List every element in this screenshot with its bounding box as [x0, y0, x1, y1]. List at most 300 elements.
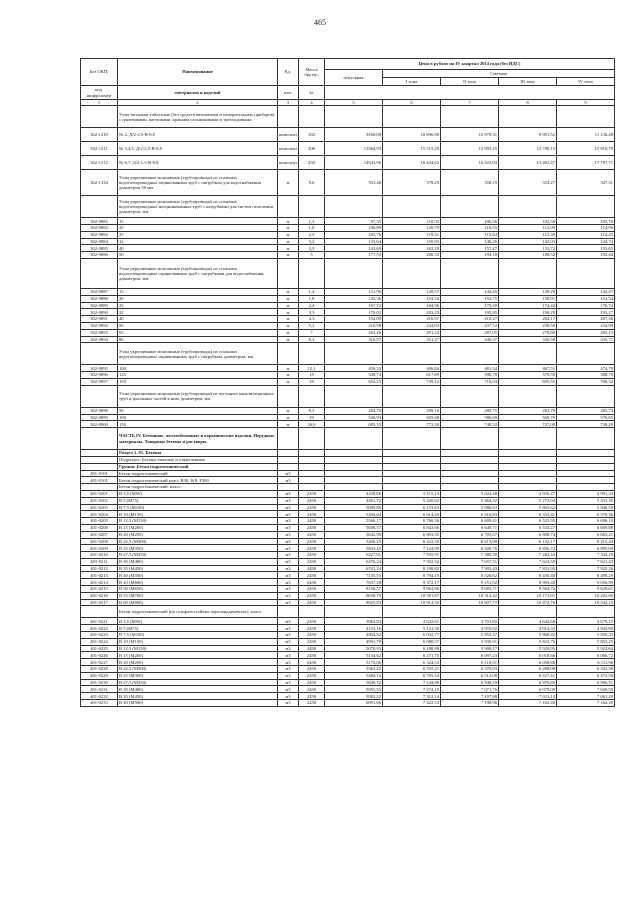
cell-mass: 2450 — [299, 638, 325, 645]
section-title: Группа: Бетон гидротехнический — [118, 463, 278, 470]
cell-mass: 3,3 — [299, 309, 325, 316]
cell-price: 4 935,27 — [499, 490, 557, 497]
cell-unit: м — [278, 238, 299, 245]
cell-mass: 2450 — [299, 632, 325, 639]
cell-price: 146,26 — [441, 238, 499, 245]
cell-name: № 2, Д/2-2,5-В-0,8 — [118, 128, 278, 142]
cell-name: B 7,5 (M100) — [118, 632, 278, 639]
section-title: Бетон гидротехнический, класс: — [118, 484, 278, 491]
cell-price: 739,12 — [383, 378, 441, 385]
cell-mass: 2450 — [299, 672, 325, 679]
cell-unit: м3 — [278, 504, 299, 511]
cell-price: 15 515,29 — [383, 142, 441, 156]
cell-code: 401-0233 — [81, 700, 118, 707]
table-row — [81, 693, 615, 700]
cell-empty — [325, 456, 383, 463]
cell-price: 459,53 — [325, 365, 383, 372]
cell-price: 6 111,96 — [557, 659, 615, 666]
cell-price: 10 202,60 — [557, 592, 615, 599]
cell-empty — [441, 106, 499, 128]
cell-price: 4 970,82 — [441, 625, 499, 632]
cell-mass: 2450 — [299, 579, 325, 586]
cell-code: 302-0894 — [81, 336, 118, 343]
cell-code — [81, 463, 118, 470]
cell-price: 287,05 — [441, 329, 499, 336]
table-row — [81, 336, 615, 343]
cell-unit: м — [278, 218, 299, 225]
cell-code: 302-0900 — [81, 421, 118, 428]
cell-price: 7 162,40 — [499, 700, 557, 707]
section-title: Узлы укрупненные монтажные (трубопроводы) из стальных водогазопроводных оцинкованных труб с патрубком, диаметром, мм — [118, 343, 278, 365]
cell-price: 210,27 — [441, 316, 499, 323]
table-row — [81, 700, 615, 707]
cell-price: 10 472,76 — [499, 599, 557, 606]
cell-price: 97,35 — [325, 218, 383, 225]
cell-price: 11 136,48 — [557, 128, 615, 142]
cell-price: 7 124,99 — [383, 545, 441, 552]
cell-price: 6 606,14 — [557, 518, 615, 525]
cell-unit: м3 — [278, 638, 299, 645]
cell-empty — [499, 343, 557, 365]
cell-empty — [325, 606, 383, 618]
cell-empty — [557, 463, 615, 470]
cell-price: 727,00 — [499, 421, 557, 428]
cell-empty — [441, 450, 499, 457]
cell-code: 302-0890 — [81, 309, 118, 316]
cell-empty — [383, 343, 441, 365]
cell-code — [81, 343, 118, 365]
cell-price: 5 823,75 — [499, 638, 557, 645]
cell-price: 6 333,41 — [499, 511, 557, 518]
cell-code: 302-0886 — [81, 252, 118, 259]
cell-price: 192,09 — [325, 316, 383, 323]
cell-price: 193,27 — [557, 309, 615, 316]
cell-price: 116,55 — [441, 225, 499, 232]
cell-name: Узлы укрупненные монтажные (трубопроводы) из стальных водогазопроводных оцинкованных труб с патрубком для водоснабжения диаметром 50 мм — [118, 170, 278, 196]
cell-unit: м3 — [278, 531, 299, 538]
cell-code: 302-0892 — [81, 322, 118, 329]
cell-mass: 3,5 — [299, 245, 325, 252]
cell-price: 5 865,62 — [499, 504, 557, 511]
cell-mass: 5,2 — [299, 322, 325, 329]
cell-price: 331,46 — [325, 170, 383, 196]
cell-unit: м — [278, 336, 299, 343]
cell-unit: м3 — [278, 632, 299, 639]
cell-price: 115,64 — [441, 231, 499, 238]
col-num-7: 7 — [441, 100, 499, 106]
cell-code — [81, 456, 118, 463]
cell-mass: 2450 — [299, 659, 325, 666]
cell-mass: 2450 — [299, 558, 325, 565]
cell-price: 144,45 — [441, 288, 499, 295]
cell-price: 112,00 — [499, 225, 557, 232]
cell-price: 549,74 — [325, 372, 383, 379]
cell-price: 6 669,88 — [557, 524, 615, 531]
cell-price: 5484,12 — [325, 672, 383, 679]
cell-unit: м3 — [278, 518, 299, 525]
cell-price: 7 344,19 — [557, 552, 615, 559]
cell-price: 10 914,33 — [383, 599, 441, 606]
cell-price: 200,33 — [383, 252, 441, 259]
table-row — [81, 552, 615, 559]
cell-unit: м — [278, 407, 299, 414]
header-zone-4: IV зона — [557, 78, 615, 86]
cell-price: 6 213,98 — [441, 538, 499, 545]
section-title: ЧАСТЬ IV. Бетонные, железобетонные и керамические изделия. Нерудные материалы. Товарные бетоны и растворы. — [118, 428, 278, 450]
cell-empty — [557, 258, 615, 288]
cell-empty — [441, 196, 499, 218]
cell-price: 4991,78 — [325, 638, 383, 645]
cell-code: 401-0223 — [81, 632, 118, 639]
price-table — [80, 58, 615, 707]
cell-name: 65 — [118, 329, 278, 336]
cell-price: 7 164,29 — [557, 700, 615, 707]
cell-unit: м3 — [278, 659, 299, 666]
cell-name: Бетон гидротехнический класс B30, W8, F300 — [118, 477, 278, 484]
table-row — [81, 322, 615, 329]
cell-price: 5 420,62 — [383, 497, 441, 504]
cell-price: 194,10 — [441, 252, 499, 259]
cell-price: 6 893,35 — [383, 531, 441, 538]
cell-price: 105,76 — [325, 231, 383, 238]
cell-price: 142,03 — [499, 238, 557, 245]
cell-unit: м3 — [278, 672, 299, 679]
cell-empty — [441, 463, 499, 470]
cell-code — [81, 428, 118, 450]
cell-price — [557, 477, 615, 484]
cell-price: 5099,86 — [325, 504, 383, 511]
cell-price: 283,79 — [499, 407, 557, 414]
table-row — [81, 231, 615, 238]
cell-price: 708,32 — [557, 378, 615, 385]
header-code: Без ОКП, — [81, 59, 118, 86]
cell-empty — [557, 428, 615, 450]
cell-code: 302-1334 — [81, 170, 118, 196]
cell-code: 401-0101 — [81, 477, 118, 484]
cell-price: 13 463,47 — [499, 156, 557, 170]
table-row — [81, 504, 615, 511]
col-num-9: 9 — [557, 100, 615, 106]
cell-name: 20 — [118, 295, 278, 302]
cell-empty — [299, 456, 325, 463]
table-row — [81, 288, 615, 295]
cell-price: 7 932,32 — [383, 558, 441, 565]
header-mass-sub: кг — [299, 86, 325, 100]
table-row — [81, 196, 615, 218]
cell-price: 569,79 — [499, 414, 557, 421]
table-row — [81, 225, 615, 232]
cell-empty — [499, 385, 557, 407]
col-num-5: 5 — [325, 100, 383, 106]
cell-price: 5 808,82 — [499, 632, 557, 639]
cell-price: 6 895,09 — [557, 545, 615, 552]
cell-price: 4228,86 — [325, 490, 383, 497]
cell-price: 4 943,89 — [557, 625, 615, 632]
table-row — [81, 245, 615, 252]
cell-price: 7 925,26 — [557, 565, 615, 572]
cell-empty — [299, 428, 325, 450]
cell-name: 50 — [118, 252, 278, 259]
cell-empty — [325, 428, 383, 450]
cell-empty — [499, 484, 557, 491]
cell-empty — [441, 484, 499, 491]
cell-empty — [557, 385, 615, 407]
cell-price: 7 282,44 — [499, 552, 557, 559]
cell-price: 333,27 — [499, 170, 557, 196]
cell-mass: 306 — [299, 142, 325, 156]
cell-code: 401-0215 — [81, 586, 118, 593]
cell-code — [81, 450, 118, 457]
cell-price: 3964,83 — [325, 618, 383, 625]
cell-unit: м — [278, 414, 299, 421]
cell-unit: м3 — [278, 579, 299, 586]
cell-mass: 2450 — [299, 572, 325, 579]
cell-price: 7 657,51 — [441, 558, 499, 565]
cell-price: 6 472,58 — [557, 672, 615, 679]
cell-price: 6091,66 — [325, 700, 383, 707]
cell-unit: м — [278, 288, 299, 295]
cell-code: 302-0888 — [81, 295, 118, 302]
cell-price: 8 526,62 — [441, 572, 499, 579]
cell-empty — [278, 258, 299, 288]
cell-price: 6 324,53 — [383, 659, 441, 666]
cell-price: 237,52 — [441, 322, 499, 329]
cell-code: 401-0214 — [81, 579, 118, 586]
cell-empty — [499, 450, 557, 457]
table-row — [81, 316, 615, 323]
cell-price: 5 853,37 — [441, 632, 499, 639]
cell-price — [383, 470, 441, 477]
cell-price: 5134,62 — [325, 652, 383, 659]
table-row — [81, 343, 615, 365]
cell-unit: м — [278, 252, 299, 259]
cell-code: 401-0216 — [81, 592, 118, 599]
cell-empty — [299, 484, 325, 491]
cell-empty — [441, 606, 499, 618]
cell-unit: м3 — [278, 538, 299, 545]
cell-empty — [325, 484, 383, 491]
col-num-6: 6 — [383, 100, 441, 106]
col-num-2: 2 — [118, 100, 278, 106]
header-name: Наименование — [118, 59, 278, 86]
cell-empty — [325, 463, 383, 470]
cell-empty — [383, 258, 441, 288]
cell-empty — [325, 385, 383, 407]
cell-price: 8925,93 — [325, 599, 383, 606]
cell-price: 481,34 — [441, 365, 499, 372]
table-row — [81, 672, 615, 679]
cell-mass: 4,3 — [299, 316, 325, 323]
cell-price: 9 683,71 — [441, 586, 499, 593]
cell-mass: 2450 — [299, 645, 325, 652]
cell-price: 5070,95 — [325, 645, 383, 652]
cell-price: 114,96 — [557, 225, 615, 232]
table-row — [81, 414, 615, 421]
cell-unit: м — [278, 378, 299, 385]
cell-empty — [278, 450, 299, 457]
cell-price: 6 215,44 — [557, 538, 615, 545]
cell-code: 401-0221 — [81, 618, 118, 625]
cell-price: 474,78 — [557, 365, 615, 372]
cell-unit: м3 — [278, 511, 299, 518]
cell-price: 6 080,57 — [383, 638, 441, 645]
cell-code: 401-0226 — [81, 652, 118, 659]
cell-unit: м3 — [278, 477, 299, 484]
cell-price: 536,93 — [325, 414, 383, 421]
cell-unit: м — [278, 365, 299, 372]
cell-price: 153,54 — [383, 295, 441, 302]
cell-price: 202,23 — [383, 309, 441, 316]
cell-price: 6 118,51 — [441, 659, 499, 666]
cell-price: 9 372,17 — [383, 579, 441, 586]
cell-name: B 50 (M650) — [118, 586, 278, 593]
cell-code: 401-0101 — [81, 470, 118, 477]
cell-price: 6 649,71 — [441, 524, 499, 531]
cell-price: 9 151,92 — [441, 579, 499, 586]
cell-name: 40 — [118, 316, 278, 323]
cell-price — [325, 477, 383, 484]
cell-price: 15 918,79 — [557, 142, 615, 156]
cell-price: 8 993,40 — [499, 579, 557, 586]
cell-price: 207,36 — [557, 316, 615, 323]
cell-price: 133,64 — [325, 238, 383, 245]
header-zone-2: II зона — [441, 78, 499, 86]
table-row — [81, 456, 615, 463]
cell-price: 5 930,91 — [441, 638, 499, 645]
cell-name: B 45 (M600) — [118, 579, 278, 586]
cell-price: 6 926,76 — [441, 545, 499, 552]
cell-mass: 2450 — [299, 599, 325, 606]
table-row — [81, 365, 615, 372]
table-row — [81, 586, 615, 593]
cell-price: 5 464,32 — [441, 497, 499, 504]
cell-code: 401-0210 — [81, 552, 118, 559]
cell-name: B 35 (M450) — [118, 693, 278, 700]
cell-name: 32 — [118, 238, 278, 245]
cell-price: 278,80 — [499, 329, 557, 336]
cell-name: B 3,5 (M50) — [118, 490, 278, 497]
cell-price: 716,04 — [441, 378, 499, 385]
table-row — [81, 645, 615, 652]
table-row — [81, 252, 615, 259]
cell-price: 112,39 — [499, 231, 557, 238]
cell-price: 4904,32 — [325, 632, 383, 639]
cell-price: 6 032,77 — [383, 632, 441, 639]
cell-price: 7 107,88 — [441, 693, 499, 700]
cell-price: 6 979,09 — [499, 686, 557, 693]
cell-mass: 2450 — [299, 679, 325, 686]
cell-price: 7 061,29 — [557, 693, 615, 700]
section-title: Бетон гидротехнический (на сульфатостойких портландцементах), класс: — [118, 606, 278, 618]
cell-price: 174,42 — [499, 302, 557, 309]
table-row — [81, 579, 615, 586]
cell-price: 264,70 — [325, 407, 383, 414]
table-row — [81, 565, 615, 572]
cell-price: 5 850,33 — [557, 632, 615, 639]
cell-unit: м3 — [278, 652, 299, 659]
cell-mass: 1,8 — [299, 225, 325, 232]
cell-price: 695,55 — [499, 378, 557, 385]
cell-empty — [499, 456, 557, 463]
cell-price: 5955,55 — [325, 686, 383, 693]
cell-price: 9 564,72 — [499, 586, 557, 593]
cell-mass: 450 — [299, 156, 325, 170]
cell-price: 162,29 — [383, 245, 441, 252]
col-num-3: 3 — [278, 100, 299, 106]
cell-price — [441, 470, 499, 477]
cell-price: 7 144,89 — [383, 679, 441, 686]
cell-price: 176,74 — [557, 302, 615, 309]
header-unit: Ед. — [278, 59, 299, 86]
cell-price: 10 542,15 — [557, 599, 615, 606]
cell-unit: м — [278, 302, 299, 309]
cell-name: B 40 (M500) — [118, 700, 278, 707]
cell-price: 347,31 — [557, 170, 615, 196]
cell-name: 80 — [118, 336, 278, 343]
cell-name: B 27,5 (M350) — [118, 679, 278, 686]
cell-name: 100 — [118, 365, 278, 372]
cell-price: 6 533,27 — [499, 524, 557, 531]
cell-empty — [499, 463, 557, 470]
cell-empty — [383, 606, 441, 618]
cell-price: 5 948,59 — [557, 504, 615, 511]
cell-price: 6 018,66 — [499, 652, 557, 659]
table-row — [81, 599, 615, 606]
cell-code — [81, 606, 118, 618]
cell-price: 6 555,21 — [383, 666, 441, 673]
cell-name: B 20 (M250) — [118, 531, 278, 538]
cell-empty — [441, 343, 499, 365]
cell-price: 617,89 — [383, 372, 441, 379]
cell-price: 17 797,71 — [557, 156, 615, 170]
cell-mass: 2450 — [299, 490, 325, 497]
table-row — [81, 156, 615, 170]
cell-price: 6 843,66 — [383, 524, 441, 531]
table-row — [81, 618, 615, 625]
cell-unit: м3 — [278, 700, 299, 707]
cell-price: 16 923,94 — [441, 156, 499, 170]
cell-empty — [383, 385, 441, 407]
cell-code: 302-0898 — [81, 407, 118, 414]
cell-empty — [383, 484, 441, 491]
cell-price: 177,53 — [325, 252, 383, 259]
cell-price: 378,25 — [383, 170, 441, 196]
table-row — [81, 309, 615, 316]
cell-price: 5642,99 — [325, 531, 383, 538]
table-row — [81, 606, 615, 618]
cell-code — [81, 196, 118, 218]
cell-code: 401-0231 — [81, 686, 118, 693]
cell-mass: 2450 — [299, 524, 325, 531]
cell-price: 9 629,61 — [557, 586, 615, 593]
cell-price: 10 581,87 — [383, 592, 441, 599]
cell-code: 302-0896 — [81, 372, 118, 379]
cell-price: 150,91 — [499, 295, 557, 302]
cell-price: 167,72 — [325, 302, 383, 309]
cell-price: 154,75 — [441, 295, 499, 302]
cell-price: 6 766,56 — [383, 518, 441, 525]
cell-price: 6 422,35 — [383, 538, 441, 545]
cell-price: 6 427,41 — [499, 672, 557, 679]
table-row — [81, 295, 615, 302]
cell-code: 401-0213 — [81, 572, 118, 579]
table-row — [81, 329, 615, 336]
cell-code: 401-0232 — [81, 693, 118, 700]
cell-price: 8658,79 — [325, 592, 383, 599]
cell-name: № 3,4,5, Д/2-2,5-В-0,8 — [118, 142, 278, 156]
cell-price: 6476,24 — [325, 558, 383, 565]
cell-code: 401-0222 — [81, 625, 118, 632]
